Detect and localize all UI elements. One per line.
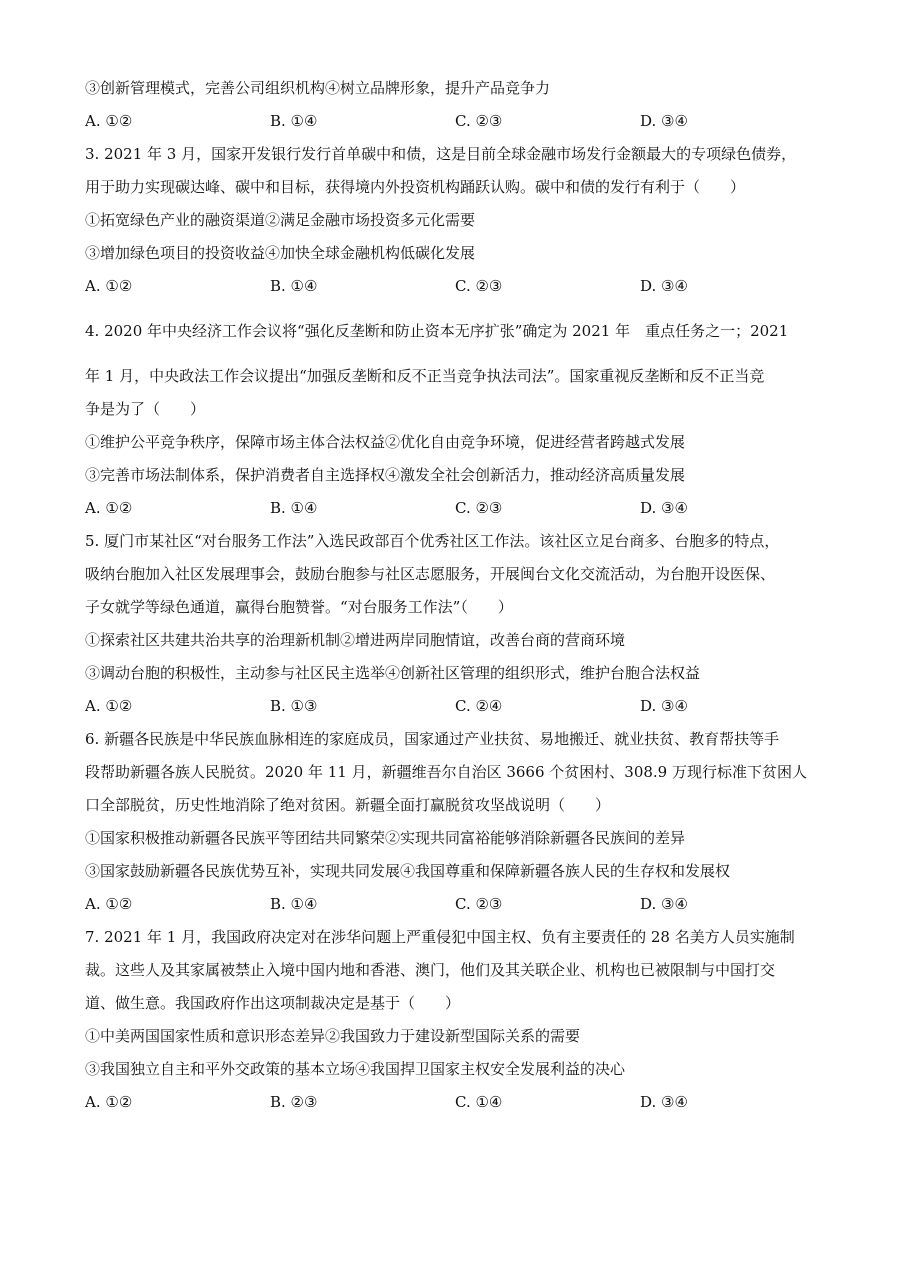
exam-page bbox=[85, 72, 835, 1119]
option-b[interactable]: B. ②③ bbox=[270, 1093, 318, 1111]
option-d[interactable]: D. ③④ bbox=[640, 1093, 688, 1111]
option-c[interactable]: C. ②③ bbox=[455, 112, 503, 130]
q2-choice-line: ③创新管理模式，完善公司组织机构④树立品牌形象，提升产品竞争力 bbox=[85, 79, 551, 97]
option-b[interactable]: B. ①④ bbox=[270, 895, 318, 913]
q3-stem-line: 3. 2021 年 3 月，国家开发银行发行首单碳中和债，这是目前全球金融市场发行金额最大的专项绿色债券， bbox=[85, 145, 797, 163]
q3-choice-line: ①拓宽绿色产业的融资渠道②满足金融市场投资多元化需要 bbox=[85, 211, 476, 229]
option-a[interactable]: A. ①② bbox=[85, 1093, 133, 1111]
option-a[interactable]: A. ①② bbox=[85, 277, 133, 295]
option-a[interactable]: A. ①② bbox=[85, 895, 133, 913]
q7-options bbox=[85, 1086, 835, 1119]
q5-stem-line: 子女就学等绿色通道，赢得台胞赞誉。“对台服务工作法”（ ） bbox=[85, 598, 513, 616]
option-d[interactable]: D. ③④ bbox=[640, 277, 688, 295]
q5-options bbox=[85, 690, 835, 723]
option-a[interactable]: A. ①② bbox=[85, 499, 133, 517]
option-d[interactable]: D. ③④ bbox=[640, 112, 688, 130]
q4-choice-line: ③完善市场法制体系，保护消费者自主选择权④激发全社会创新活力，推动经济高质量发展 bbox=[85, 466, 686, 484]
option-d[interactable]: D. ③④ bbox=[640, 895, 688, 913]
option-b[interactable]: B. ①④ bbox=[270, 499, 318, 517]
q7-choice-line: ①中美两国国家性质和意识形态差异②我国致力于建设新型国际关系的需要 bbox=[85, 1027, 581, 1045]
q4-options bbox=[85, 492, 835, 525]
option-b[interactable]: B. ①④ bbox=[270, 277, 318, 295]
q5-choice-line: ①探索社区共建共治共享的治理新机制②增进两岸同胞情谊，改善台商的营商环境 bbox=[85, 631, 626, 649]
option-c[interactable]: C. ②④ bbox=[455, 697, 503, 715]
q6-options bbox=[85, 888, 835, 921]
q7-stem-line: 裁。这些人及其家属被禁止入境中国内地和香港、澳门，他们及其关联企业、机构也已被限制与中国打交 bbox=[85, 961, 776, 979]
option-c[interactable]: C. ①④ bbox=[455, 1093, 503, 1111]
q7-stem-line: 7. 2021 年 1 月，我国政府决定对在涉华问题上严重侵犯中国主权、负有主要责任的 28 名美方人员实施制 bbox=[85, 928, 795, 946]
q6-stem-line: 6. 新疆各民族是中华民族血脉相连的家庭成员，国家通过产业扶贫、易地搬迁、就业扶贫、教育帮扶等手 bbox=[85, 730, 780, 748]
q4-stem-line: 争是为了（ ） bbox=[85, 400, 206, 418]
option-d[interactable]: D. ③④ bbox=[640, 499, 688, 517]
q4-stem-line: 年 1 月，中央政法工作会议提出“加强反垄断和反不正当竞争执法司法”。国家重视反垄断和反不正当竞 bbox=[85, 367, 765, 385]
q3-options bbox=[85, 270, 835, 303]
q3-stem-line: 用于助力实现碳达峰、碳中和目标，获得境内外投资机构踊跃认购。碳中和债的发行有利于（ ） bbox=[85, 178, 746, 196]
option-a[interactable]: A. ①② bbox=[85, 697, 133, 715]
q6-stem-line: 段帮助新疆各族人民脱贫。2020 年 11 月，新疆维吾尔自治区 3666 个贫困村、308.9 万现行标准下贫困人 bbox=[85, 763, 807, 781]
option-c[interactable]: C. ②③ bbox=[455, 895, 503, 913]
q5-stem-line: 5. 厦门市某社区“对台服务工作法”入选民政部百个优秀社区工作法。该社区立足台商多、台胞多的特点， bbox=[85, 532, 780, 550]
q5-stem-line: 吸纳台胞加入社区发展理事会，鼓励台胞参与社区志愿服务，开展闽台文化交流活动，为台胞开设医保、 bbox=[85, 565, 776, 583]
option-c[interactable]: C. ②③ bbox=[455, 499, 503, 517]
q6-choice-line: ③国家鼓励新疆各民族优势互补，实现共同发展④我国尊重和保障新疆各族人民的生存权和发展权 bbox=[85, 862, 731, 880]
q5-choice-line: ③调动台胞的积极性，主动参与社区民主选举④创新社区管理的组织形式，维护台胞合法权益 bbox=[85, 664, 701, 682]
option-b[interactable]: B. ①③ bbox=[270, 697, 318, 715]
option-d[interactable]: D. ③④ bbox=[640, 697, 688, 715]
q6-stem-line: 口全部脱贫，历史性地消除了绝对贫困。新疆全面打赢脱贫攻坚战说明（ ） bbox=[85, 796, 611, 814]
q4-choice-line: ①维护公平竞争秩序，保障市场主体合法权益②优化自由竞争环境，促进经营者跨越式发展 bbox=[85, 433, 686, 451]
option-b[interactable]: B. ①④ bbox=[270, 112, 318, 130]
q6-choice-line: ①国家积极推动新疆各民族平等团结共同繁荣②实现共同富裕能够消除新疆各民族间的差异 bbox=[85, 829, 686, 847]
option-c[interactable]: C. ②③ bbox=[455, 277, 503, 295]
option-a[interactable]: A. ①② bbox=[85, 112, 133, 130]
q7-stem-line: 道、做生意。我国政府作出这项制裁决定是基于（ ） bbox=[85, 994, 461, 1012]
q2-options bbox=[85, 105, 835, 138]
q7-choice-line: ③我国独立自主和平外交政策的基本立场④我国捍卫国家主权安全发展利益的决心 bbox=[85, 1060, 626, 1078]
q4-stem-line: 4. 2020 年中央经济工作会议将“强化反垄断和防止资本无序扩张”确定为 2021 年 重点任务之一；2021 bbox=[85, 322, 789, 340]
q3-choice-line: ③增加绿色项目的投资收益④加快全球金融机构低碳化发展 bbox=[85, 244, 476, 262]
